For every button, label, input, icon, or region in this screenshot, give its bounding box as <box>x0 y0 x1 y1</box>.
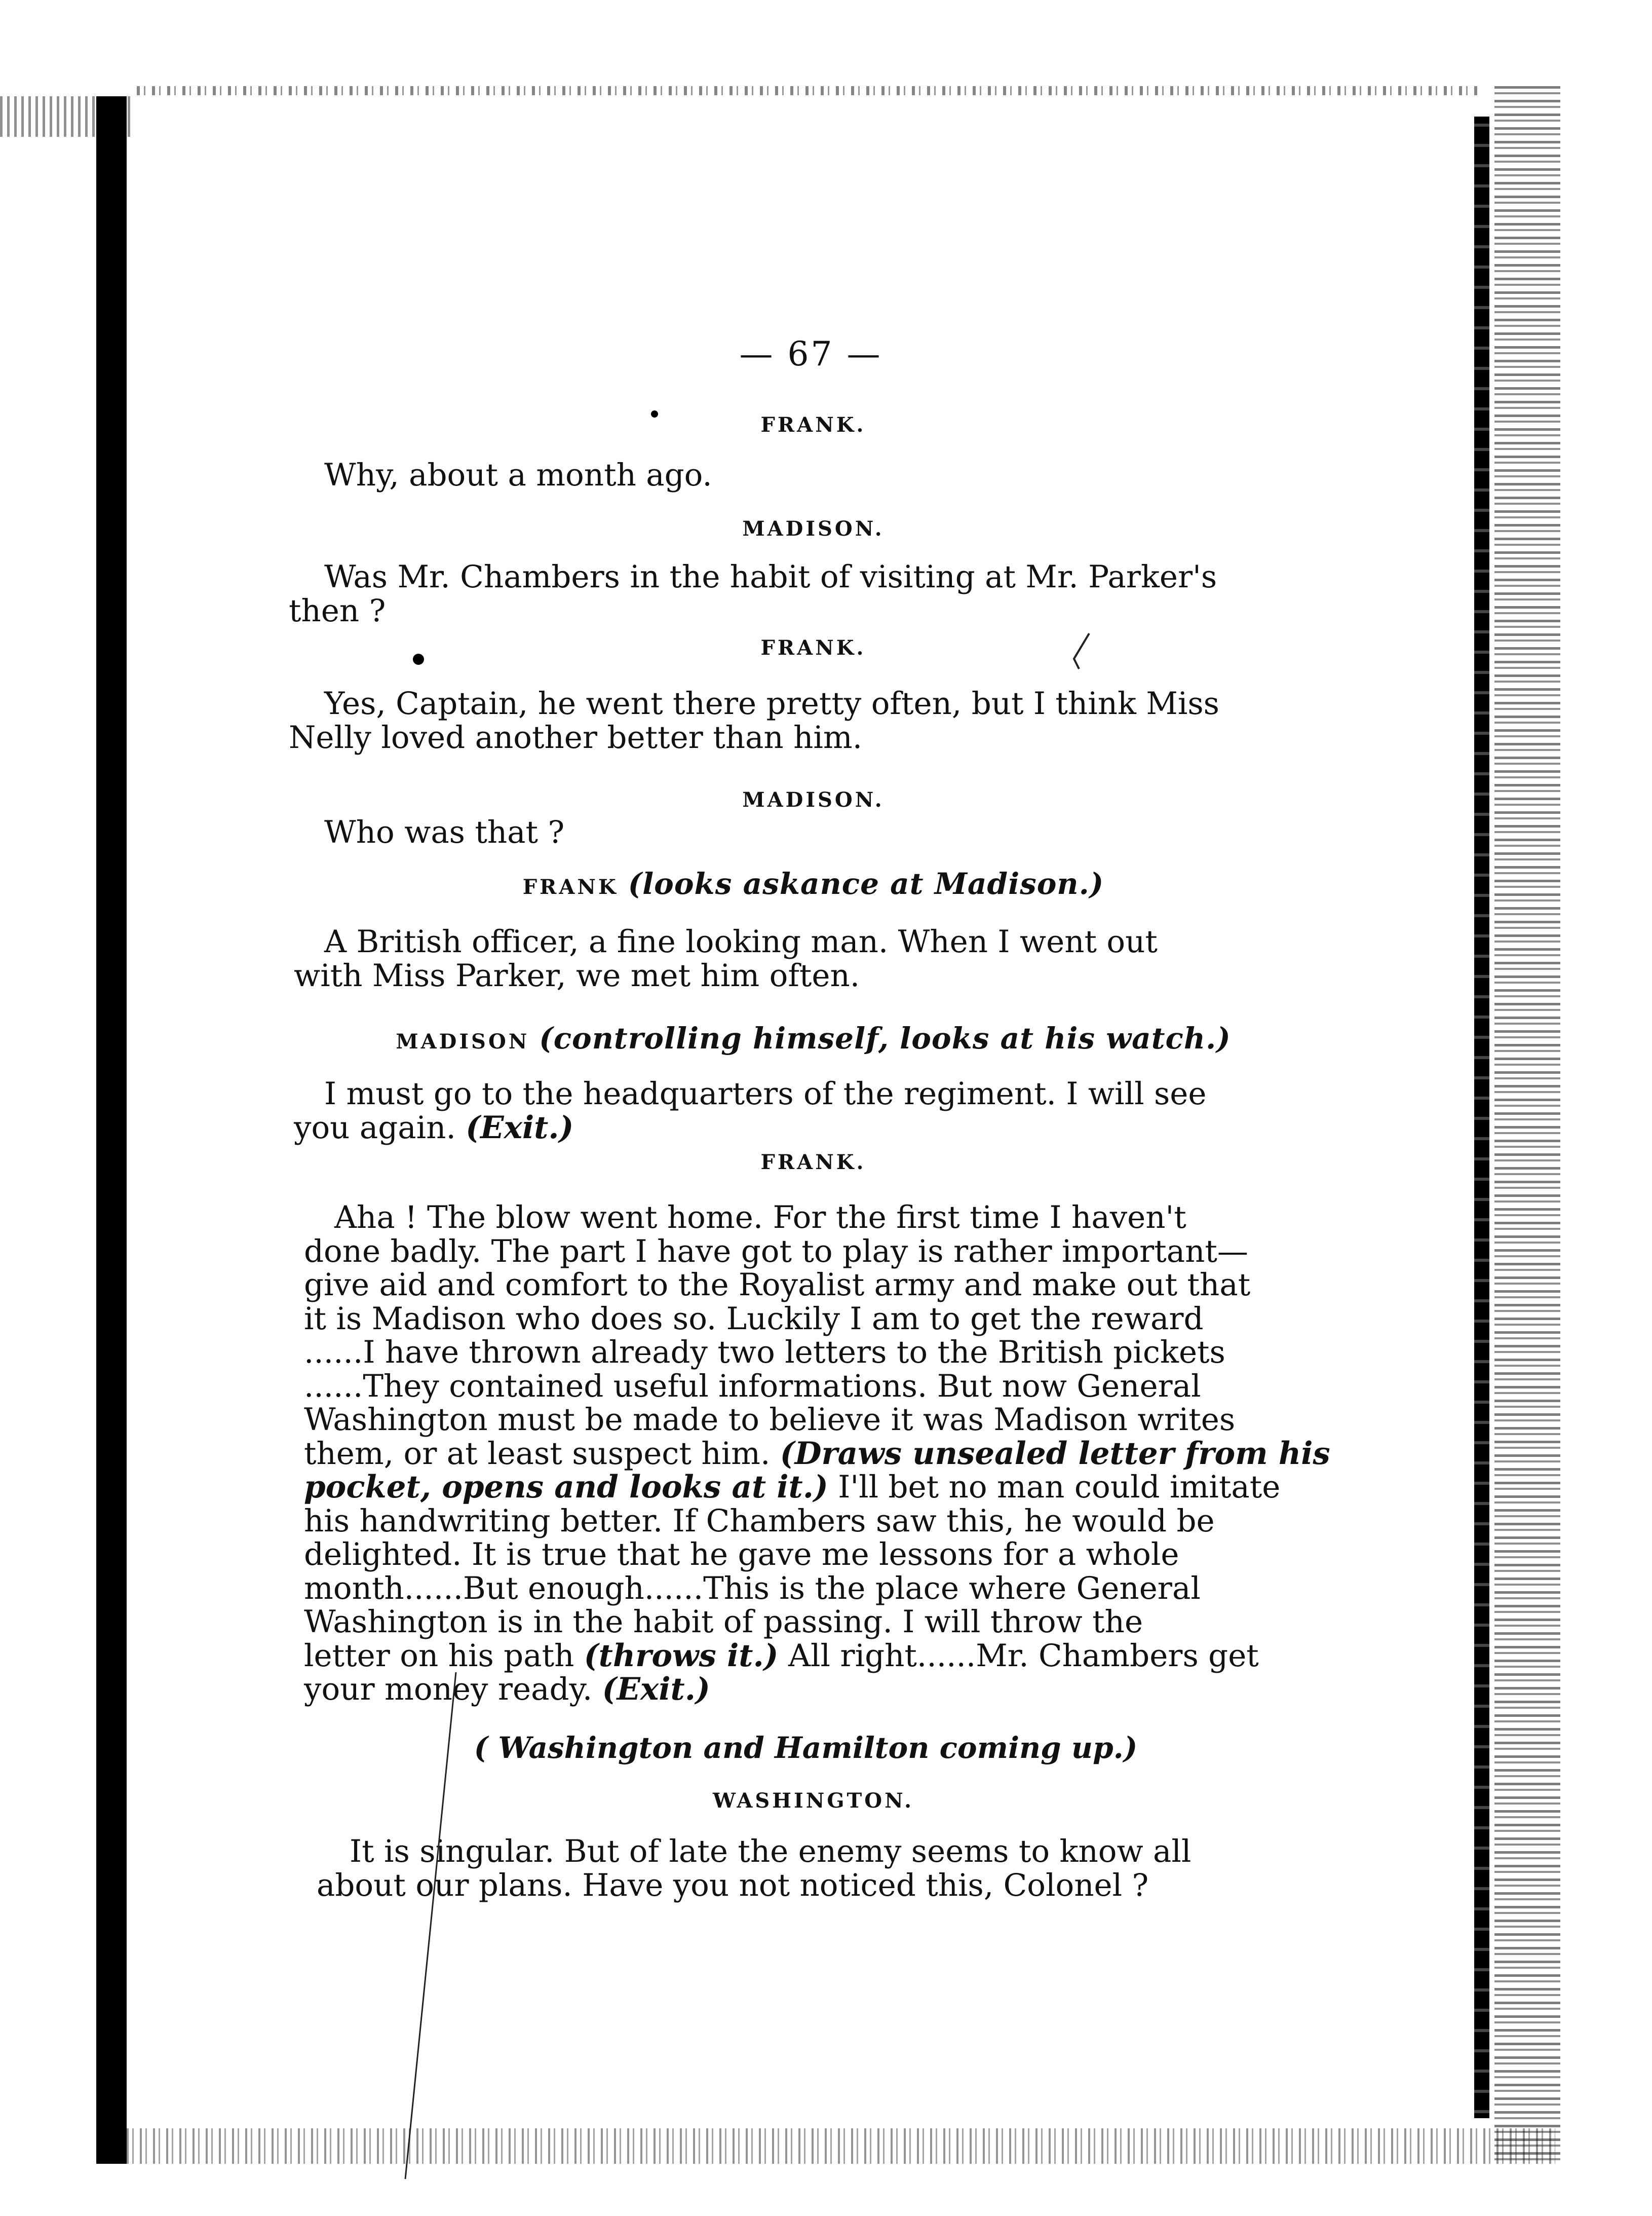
dialogue-line: Washington must be made to believe it was Madison writes <box>304 1402 1236 1438</box>
stage-direction: (throws it.) <box>584 1637 779 1674</box>
dialogue-line: ......I have thrown already two letters to the British pickets <box>304 1334 1225 1370</box>
speaker-name: MADISON. <box>742 788 885 812</box>
dialogue-line: about our plans. Have you not noticed this, Colonel ? <box>317 1867 1149 1903</box>
speaker-name: WASHINGTON. <box>712 1789 914 1813</box>
dialogue-line: his handwriting better. If Chambers saw this, he would be <box>304 1503 1215 1539</box>
page-number: — 67 — <box>739 334 882 373</box>
stage-direction: (looks askance at Madison.) <box>628 867 1104 901</box>
dialogue-line: Who was that ? <box>324 814 565 850</box>
dialogue-line: Washington is in the habit of passing. I will throw the <box>304 1604 1143 1640</box>
dialogue-line: then ? <box>289 593 386 629</box>
dialogue-line: It is singular. But of late the enemy seems to know all <box>350 1833 1192 1869</box>
dialogue-line: letter on his path <box>304 1637 584 1674</box>
dialogue-line: All right......Mr. Chambers get <box>778 1637 1259 1674</box>
speaker-name: MADISON <box>396 1030 530 1054</box>
dialogue-line: them, or at least suspect him. <box>304 1435 780 1472</box>
dialogue-line: done badly. The part I have got to play is rather important— <box>304 1233 1248 1269</box>
dialogue-line: Was Mr. Chambers in the habit of visiting at Mr. Parker's <box>324 559 1217 595</box>
stage-direction: (Exit.) <box>602 1671 710 1707</box>
dialogue-line: Aha ! The blow went home. For the first time I haven't <box>334 1199 1186 1235</box>
dialogue-line: it is Madison who does so. Luckily I am to get the reward <box>304 1300 1204 1337</box>
dialogue-line: give aid and comfort to the Royalist army and make out that <box>304 1267 1251 1303</box>
speaker-name: FRANK. <box>760 1150 866 1174</box>
dialogue-line: you again. <box>294 1110 456 1146</box>
speaker-name: FRANK <box>522 875 619 899</box>
dialogue-line: with Miss Parker, we met him often. <box>294 958 860 994</box>
dialogue-line: delighted. It is true that he gave me lessons for a whole <box>304 1536 1179 1572</box>
dialogue-line: A British officer, a fine looking man. When I went out <box>324 924 1158 960</box>
dialogue-line: I must go to the headquarters of the regiment. I will see <box>324 1076 1207 1112</box>
stage-direction: (Draws unsealed letter from his <box>780 1435 1330 1472</box>
speaker-name: FRANK. <box>760 636 866 660</box>
dialogue-line: your money ready. <box>304 1671 602 1707</box>
dialogue-line: Nelly loved another better than him. <box>289 720 863 756</box>
speaker-name: FRANK. <box>760 413 866 437</box>
stage-direction: pocket, opens and looks at it.) <box>304 1469 828 1505</box>
stage-direction: (controlling himself, looks at his watch.) <box>539 1021 1231 1056</box>
stage-direction: (Exit.) <box>466 1110 574 1146</box>
dialogue-line: Yes, Captain, he went there pretty often, but I think Miss <box>324 686 1219 722</box>
dialogue-line: Why, about a month ago. <box>324 457 712 493</box>
dialogue-line: I'll bet no man could imitate <box>828 1469 1281 1505</box>
speaker-name: MADISON. <box>742 517 885 541</box>
stage-direction: ( Washington and Hamilton coming up.) <box>474 1731 1138 1765</box>
dialogue-line: month......But enough......This is the place where General <box>304 1570 1201 1606</box>
dialogue-line: ......They contained useful informations. But now General <box>304 1368 1201 1404</box>
